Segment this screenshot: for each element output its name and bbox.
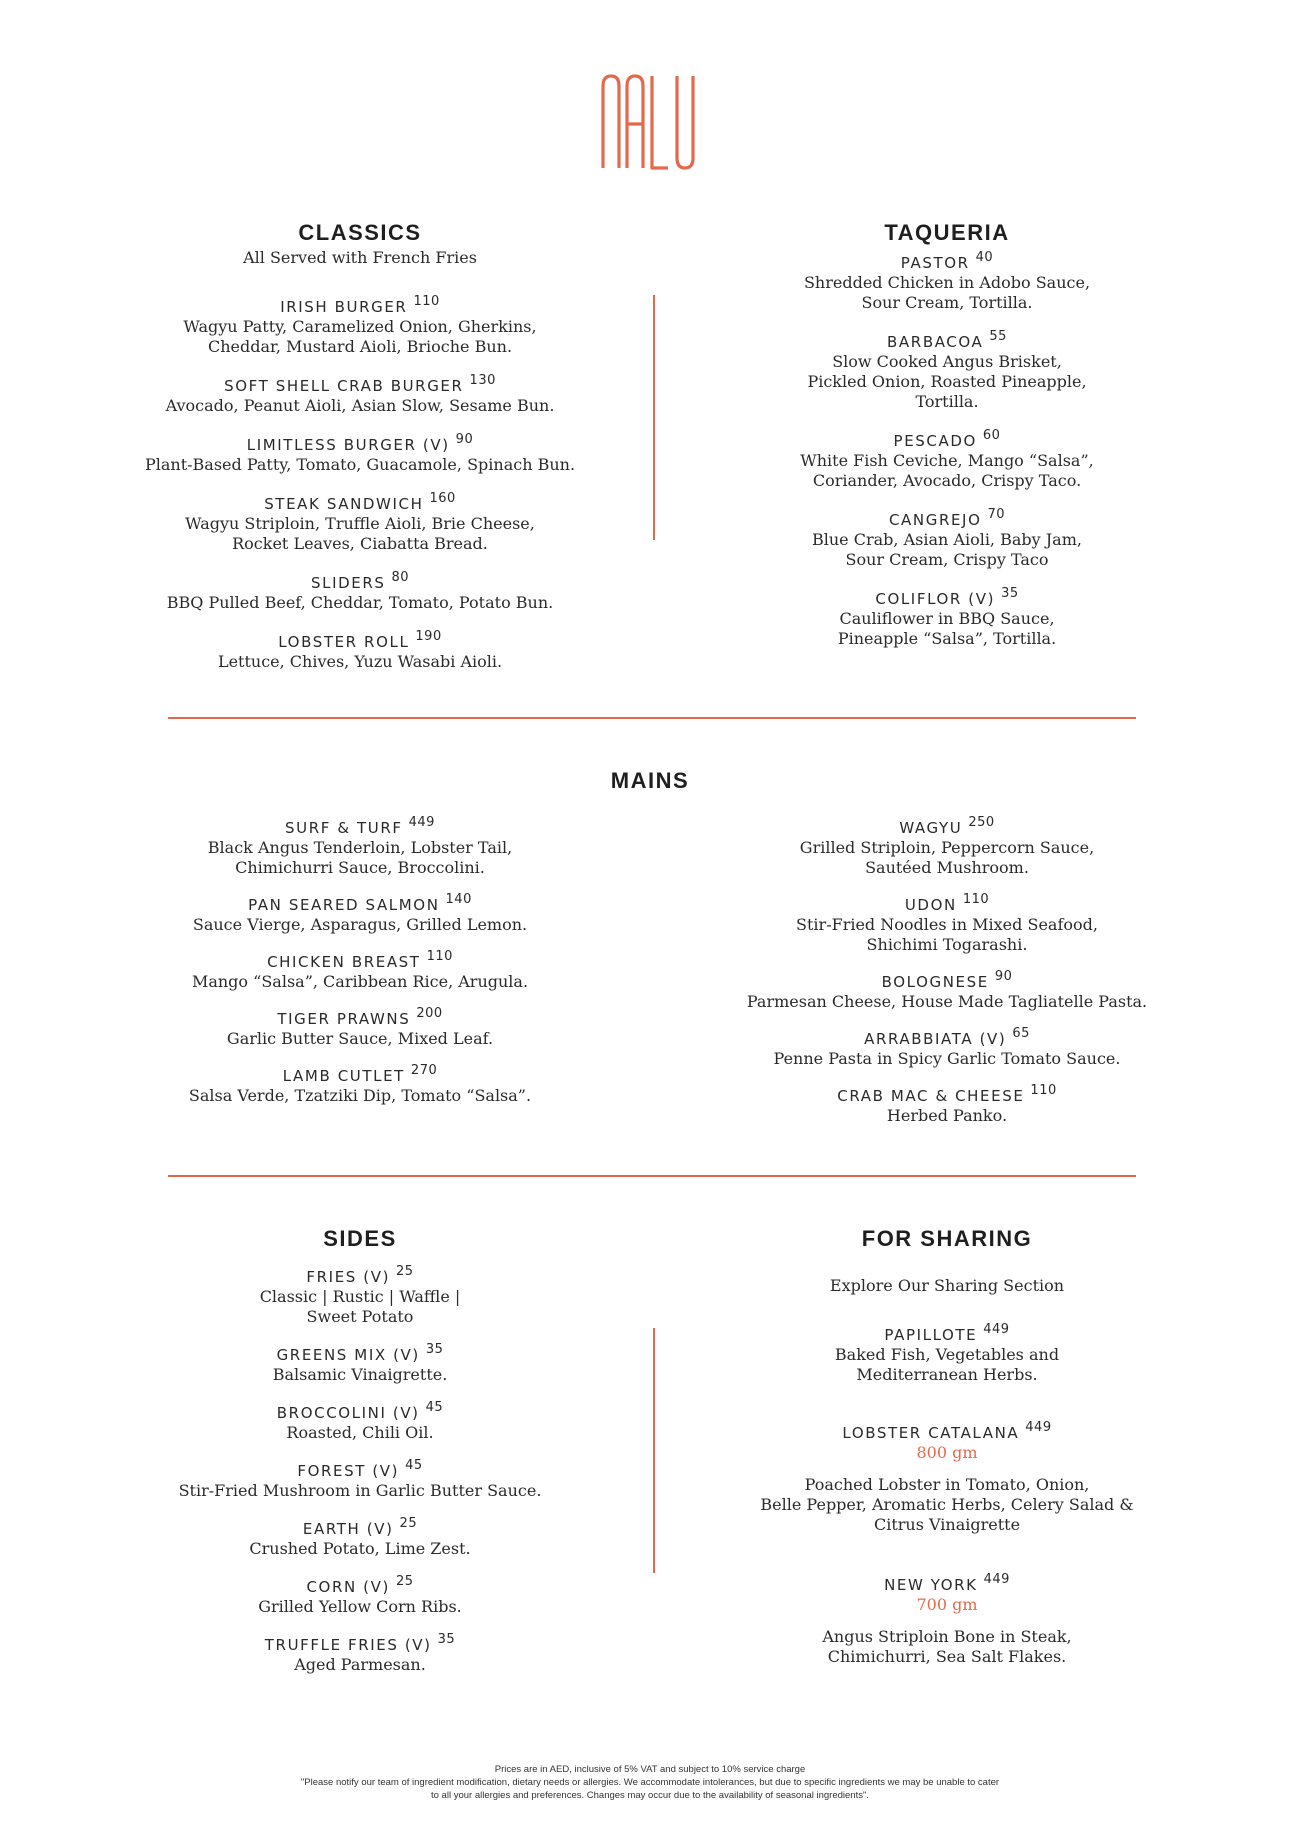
item-desc-line: Stir-Fried Mushroom in Garlic Butter Sauce. — [178, 1481, 542, 1500]
item-price: 449 — [408, 815, 435, 830]
menu-item-papillote — [697, 1322, 1197, 1385]
item-name: SLIDERS — [310, 574, 386, 592]
item-desc-line: White Fish Ceviche, Mango “Salsa”, — [800, 451, 1094, 470]
item-price: 25 — [399, 1516, 418, 1531]
item-price: 35 — [437, 1632, 456, 1647]
divider-horizontal-2 — [168, 1175, 1136, 1177]
item-desc-line: Mango “Salsa”, Caribbean Rice, Arugula. — [191, 972, 529, 991]
item-desc-line: Parmesan Cheese, House Made Tagliatelle Pasta. — [746, 992, 1148, 1011]
item-price: 90 — [455, 432, 474, 447]
item-price: 449 — [983, 1572, 1010, 1587]
item-desc-line: Belle Pepper, Aromatic Herbs, Celery Salad & — [760, 1495, 1134, 1514]
item-desc-line: Crushed Potato, Lime Zest. — [249, 1539, 471, 1558]
item-desc-line: Classic | Rustic | Waffle | — [259, 1287, 461, 1306]
item-name: PAN SEARED SALMON — [248, 896, 440, 914]
item-price: 60 — [982, 428, 1001, 443]
classics-title: CLASSICS — [298, 220, 422, 245]
sides-section — [110, 1225, 610, 1675]
divider-horizontal-1 — [168, 717, 1136, 719]
item-name: UDON — [904, 896, 957, 914]
footer-notice — [0, 1763, 1300, 1802]
sharing-section — [697, 1225, 1197, 1667]
item-desc-line: Baked Fish, Vegetables and — [834, 1345, 1060, 1364]
item-desc-line: Plant-Based Patty, Tomato, Guacamole, Spinach Bun. — [144, 455, 576, 474]
menu-item — [697, 969, 1197, 1012]
menu-item — [110, 491, 610, 554]
item-name: LIMITLESS BURGER (V) — [246, 436, 450, 454]
svg-text:NALU: NALU — [600, 72, 603, 73]
footer-line: to all your allergies and preferences. Changes may occur due to the availability of seasonal ingredients". — [431, 1790, 869, 1801]
item-name: BARBACOA — [887, 333, 984, 351]
menu-item — [110, 1063, 610, 1106]
item-price: 25 — [396, 1264, 414, 1279]
item-desc-line: Herbed Panko. — [886, 1106, 1008, 1125]
item-desc-line: Sweet Potato — [306, 1307, 414, 1326]
menu-item — [110, 815, 610, 878]
menu-item — [110, 949, 610, 992]
item-name: PASTOR — [900, 254, 970, 272]
item-name: PAPILLOTE — [884, 1326, 978, 1344]
item-desc-line: Balsamic Vinaigrette. — [272, 1365, 448, 1384]
menu-item — [697, 1026, 1197, 1069]
menu-item — [697, 250, 1197, 313]
taqueria-section — [697, 219, 1197, 649]
menu-item — [697, 815, 1197, 878]
item-price: 35 — [425, 1342, 444, 1357]
item-desc-line: Roasted, Chili Oil. — [286, 1423, 434, 1442]
menu-item — [110, 1574, 610, 1617]
item-name: FOREST (V) — [297, 1462, 400, 1480]
menu-item — [110, 432, 610, 475]
item-name: CRAB MAC & CHEESE — [837, 1087, 1025, 1105]
item-name: WAGYU — [899, 819, 963, 837]
item-price: 190 — [415, 629, 442, 644]
sides-list — [110, 1264, 610, 1675]
item-price: 200 — [416, 1006, 443, 1021]
sharing-subtitle: Explore Our Sharing Section — [829, 1276, 1065, 1295]
item-name: LAMB CUTLET — [282, 1067, 405, 1085]
item-price: 35 — [1001, 586, 1019, 601]
item-desc-line: Coriander, Avocado, Crispy Taco. — [812, 471, 1082, 490]
item-desc-line: Lettuce, Chives, Yuzu Wasabi Aioli. — [217, 652, 503, 671]
mains-title: MAINS — [610, 768, 690, 793]
item-name: BOLOGNESE — [881, 973, 989, 991]
item-name: TRUFFLE FRIES (V) — [264, 1636, 432, 1654]
item-desc-line: Angus Striploin Bone in Steak, — [822, 1627, 1072, 1646]
item-desc-line: Cheddar, Mustard Aioli, Brioche Bun. — [207, 337, 513, 356]
item-desc-line: Sauce Vierge, Asparagus, Grilled Lemon. — [192, 915, 528, 934]
item-name: TIGER PRAWNS — [277, 1010, 411, 1028]
item-price: 80 — [391, 570, 410, 585]
menu-item — [110, 1264, 610, 1327]
footer-line: "Please notify our team of ingredient modification, dietary needs or allergies. We accommodate intolerances, but due to specific ingredients we may be unable to cater — [300, 1777, 1000, 1788]
item-desc-line: Tortilla. — [915, 392, 979, 411]
menu-item — [697, 329, 1197, 412]
item-name: EARTH (V) — [302, 1520, 394, 1538]
item-desc-line: Black Angus Tenderloin, Lobster Tail, — [207, 838, 513, 857]
item-desc-line: Grilled Yellow Corn Ribs. — [258, 1597, 462, 1616]
item-price: 70 — [987, 507, 1006, 522]
item-desc-line: Garlic Butter Sauce, Mixed Leaf. — [226, 1029, 494, 1048]
item-price: 160 — [429, 491, 456, 506]
item-price: 90 — [994, 969, 1013, 984]
item-desc-line: Wagyu Striploin, Truffle Aioli, Brie Cheese, — [185, 514, 535, 533]
item-price: 110 — [413, 294, 440, 309]
item-desc-line: Penne Pasta in Spicy Garlic Tomato Sauce. — [773, 1049, 1121, 1068]
brand-logo — [0, 72, 1300, 170]
item-name: LOBSTER CATALANA — [842, 1424, 1020, 1442]
menu-item — [697, 428, 1197, 491]
item-desc-line: Sour Cream, Crispy Taco — [845, 550, 1049, 569]
item-desc-line: Avocado, Peanut Aioli, Asian Slow, Sesame Bun. — [165, 396, 555, 415]
item-price: 449 — [983, 1322, 1010, 1337]
menu-item — [110, 1632, 610, 1675]
divider-vertical-bottom — [653, 1328, 655, 1573]
item-desc-line: Aged Parmesan. — [294, 1655, 426, 1674]
item-price: 45 — [425, 1400, 444, 1415]
menu-item — [110, 1006, 610, 1049]
taqueria-list — [697, 250, 1197, 649]
menu-item-lobster-catalana — [697, 1420, 1197, 1535]
item-desc-line: Poached Lobster in Tomato, Onion, — [804, 1475, 1090, 1494]
menu-item — [697, 586, 1197, 649]
item-desc-line: Citrus Vinaigrette — [873, 1515, 1021, 1534]
item-price: 110 — [962, 892, 990, 907]
item-desc-line: Wagyu Patty, Caramelized Onion, Gherkins, — [183, 317, 537, 336]
item-name: CHICKEN BREAST — [267, 953, 421, 971]
item-price: 449 — [1025, 1420, 1052, 1435]
item-desc-line: Shichimi Togarashi. — [866, 935, 1028, 954]
item-name: PESCADO — [893, 432, 977, 450]
item-name: GREENS MIX (V) — [276, 1346, 420, 1364]
item-desc-line: Chimichurri Sauce, Broccolini. — [235, 858, 485, 877]
item-desc-line: Chimichurri, Sea Salt Flakes. — [827, 1647, 1067, 1666]
menu-item — [697, 507, 1197, 570]
item-desc-line: Rocket Leaves, Ciabatta Bread. — [232, 534, 488, 553]
item-desc-line: Sour Cream, Tortilla. — [861, 293, 1033, 312]
item-desc-line: Shredded Chicken in Adobo Sauce, — [803, 273, 1091, 292]
item-price: 25 — [395, 1574, 414, 1589]
menu-item — [110, 892, 610, 935]
mains-right-column — [697, 815, 1197, 1126]
item-name: BROCCOLINI (V) — [276, 1404, 420, 1422]
sides-title: SIDES — [323, 1226, 397, 1251]
nalu-logo-icon — [600, 72, 700, 170]
menu-item — [697, 892, 1197, 955]
item-price: 140 — [445, 892, 472, 907]
item-name: LOBSTER ROLL — [278, 633, 410, 651]
classics-subtitle: All Served with French Fries — [243, 248, 477, 267]
mains-left-column — [110, 815, 610, 1106]
item-name: NEW YORK — [884, 1576, 978, 1594]
item-name: SURF & TURF — [285, 819, 403, 837]
item-desc-line: BBQ Pulled Beef, Cheddar, Tomato, Potato Bun. — [166, 593, 554, 612]
mains-right-list — [697, 815, 1197, 1126]
item-weight: 800 gm — [916, 1443, 978, 1462]
item-desc-line: Grilled Striploin, Peppercorn Sauce, — [799, 838, 1095, 857]
item-price: 65 — [1012, 1026, 1030, 1041]
item-name: FRIES (V) — [306, 1268, 391, 1286]
item-price: 55 — [989, 329, 1007, 344]
menu-item-new-york — [697, 1572, 1197, 1667]
item-desc-line: Sautéed Mushroom. — [865, 858, 1029, 877]
menu-item — [110, 294, 610, 357]
menu-item — [110, 373, 610, 416]
classics-section — [110, 219, 610, 672]
classics-list — [110, 294, 610, 672]
item-desc-line: Slow Cooked Angus Brisket, — [832, 352, 1062, 371]
item-desc-line: Pineapple “Salsa”, Tortilla. — [837, 629, 1057, 648]
taqueria-title: TAQUERIA — [884, 220, 1010, 245]
item-price: 110 — [1030, 1083, 1057, 1098]
item-price: 110 — [426, 949, 453, 964]
item-desc-line: Cauliflower in BBQ Sauce, — [839, 609, 1055, 628]
menu-item — [110, 629, 610, 672]
item-desc-line: Stir-Fried Noodles in Mixed Seafood, — [796, 915, 1098, 934]
menu-item — [110, 1458, 610, 1501]
item-name: IRISH BURGER — [280, 298, 408, 316]
menu-item — [110, 1516, 610, 1559]
item-name: CORN (V) — [306, 1578, 390, 1596]
item-price: 40 — [975, 250, 994, 265]
item-price: 270 — [410, 1063, 438, 1078]
item-name: COLIFLOR (V) — [875, 590, 996, 608]
mains-heading — [0, 767, 1300, 795]
item-desc-line: Mediterranean Herbs. — [856, 1365, 1038, 1384]
sharing-title: FOR SHARING — [861, 1226, 1033, 1251]
mains-left-list — [110, 815, 610, 1106]
item-name: ARRABBIATA (V) — [864, 1030, 1007, 1048]
item-desc-line: Pickled Onion, Roasted Pineapple, — [807, 372, 1087, 391]
item-price: 130 — [469, 373, 496, 388]
item-name: CANGREJO — [888, 511, 982, 529]
menu-item — [110, 1400, 610, 1443]
divider-vertical-top — [653, 295, 655, 540]
item-name: SOFT SHELL CRAB BURGER — [224, 377, 464, 395]
item-name: STEAK SANDWICH — [264, 495, 424, 513]
menu-item — [110, 570, 610, 613]
item-price: 250 — [968, 815, 995, 830]
item-price: 45 — [405, 1458, 423, 1473]
footer-line: Prices are in AED, inclusive of 5% VAT and subject to 10% service charge — [494, 1764, 806, 1775]
item-desc-line: Salsa Verde, Tzatziki Dip, Tomato “Salsa”. — [188, 1086, 532, 1105]
item-desc-line: Blue Crab, Asian Aioli, Baby Jam, — [812, 530, 1082, 549]
menu-item — [110, 1342, 610, 1385]
menu-item — [697, 1083, 1197, 1126]
item-weight: 700 gm — [916, 1595, 978, 1614]
